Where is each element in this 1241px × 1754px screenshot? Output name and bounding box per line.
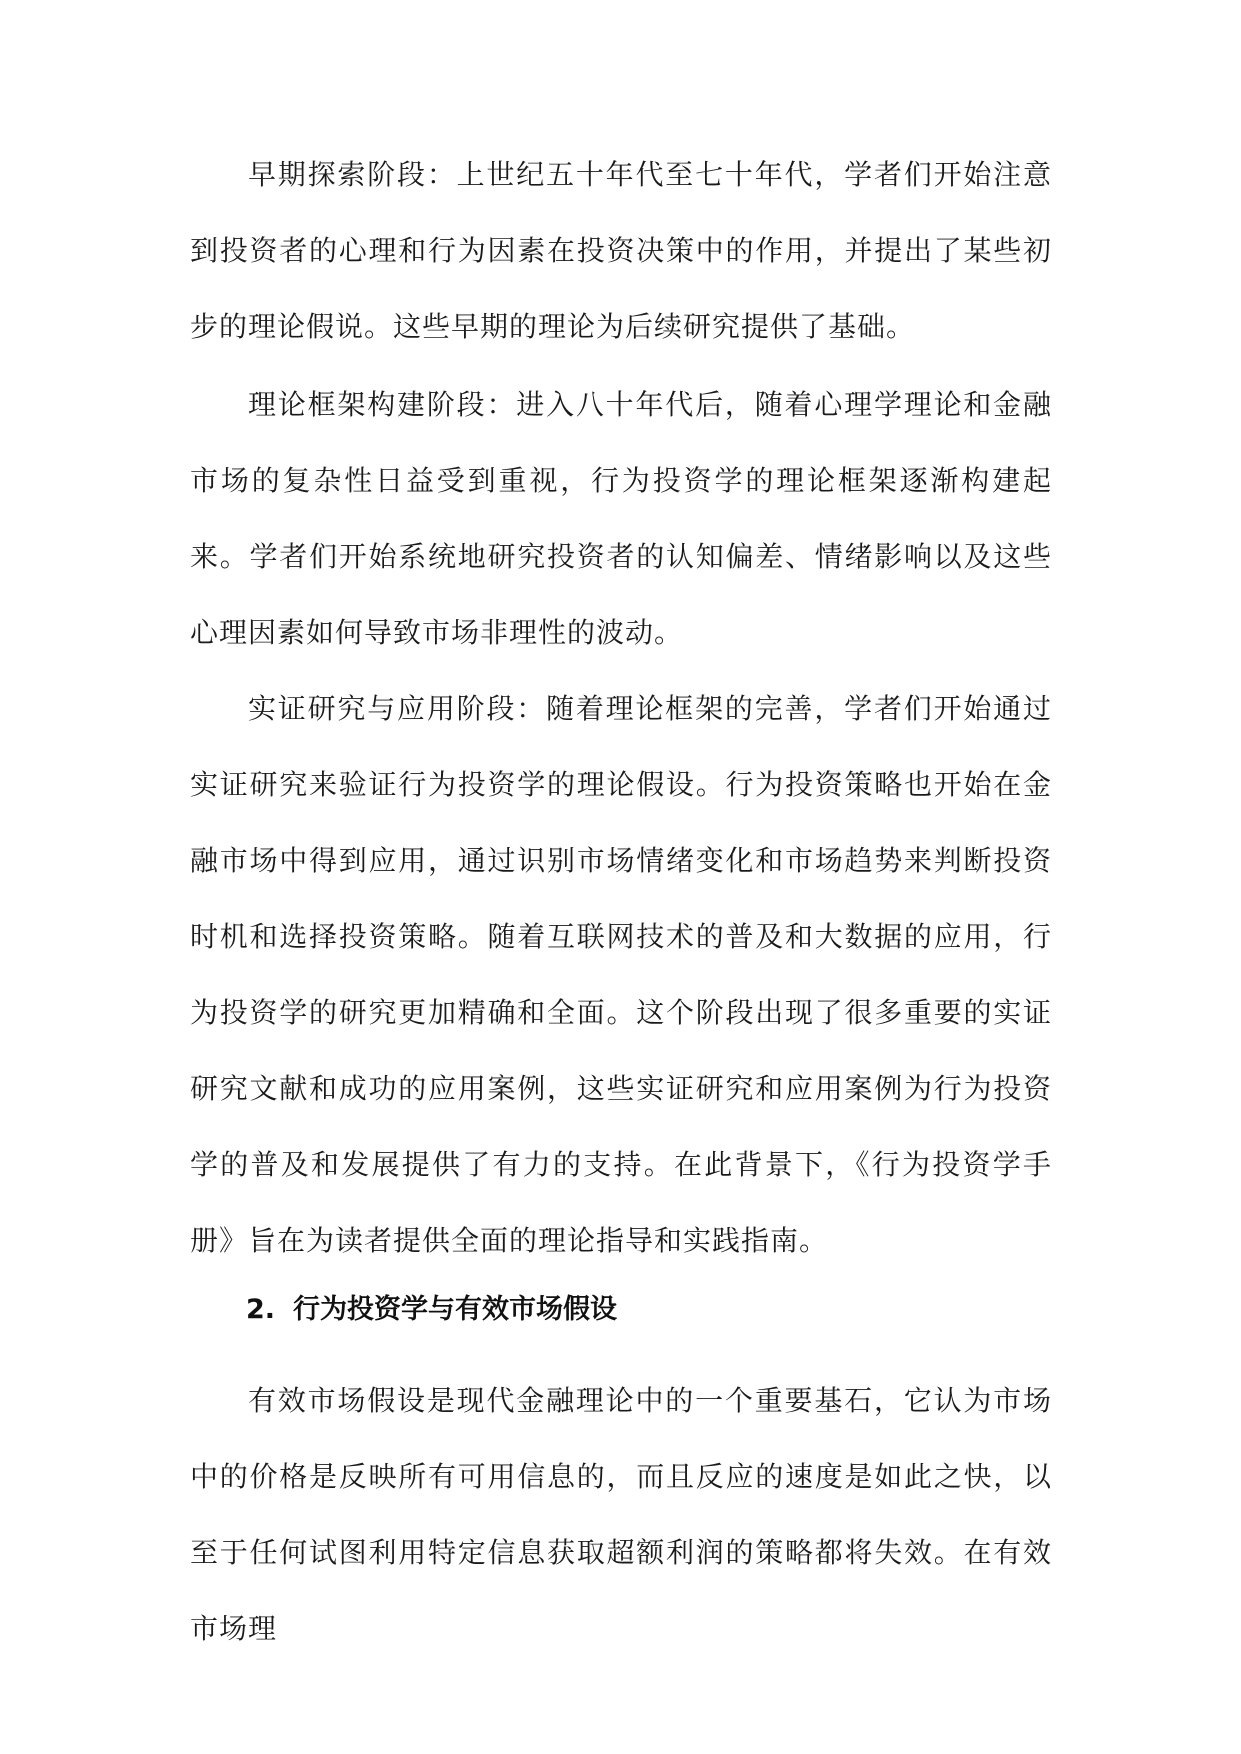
paragraph-early-exploration: 早期探索阶段：上世纪五十年代至七十年代，学者们开始注意到投资者的心理和行为因素在投资决策中的作用，并提出了某些初步的理论假说。这些早期的理论为后续研究提供了基础。	[190, 158, 1052, 343]
paragraph-efficient-market: 有效市场假设是现代金融理论中的一个重要基石，它认为市场中的价格是反映所有可用信息的，而且反应的速度是如此之快，以至于任何试图利用特定信息获取超额利润的策略都将失效。在有效市场理	[190, 1384, 1052, 1645]
paragraph-empirical-application: 实证研究与应用阶段：随着理论框架的完善，学者们开始通过实证研究来验证行为投资学的理论假设。行为投资策略也开始在金融市场中得到应用，通过识别市场情绪变化和市场趋势来判断投资时机和选择投资策略。随着互联网技术的普及和大数据的应用，行为投资学的研究更加精确和全面。这个阶段出现了很多重要的实证研究文献和成功的应用案例，这些实证研究和应用案例为行为投资学的普及和发展提供了有力的支持。在此背景下，《行为投资学手册》旨在为读者提供全面的理论指导和实践指南。	[190, 692, 1052, 1257]
section-heading	[246, 1290, 617, 1330]
section-title: 行为投资学与有效市场假设	[293, 1294, 618, 1325]
paragraph-framework-construction: 理论框架构建阶段：进入八十年代后，随着心理学理论和金融市场的复杂性日益受到重视，行为投资学的理论框架逐渐构建起来。学者们开始系统地研究投资者的认知偏差、情绪影响以及这些心理因素如何导致市场非理性的波动。	[190, 388, 1052, 649]
section-number: 2.	[246, 1294, 276, 1325]
